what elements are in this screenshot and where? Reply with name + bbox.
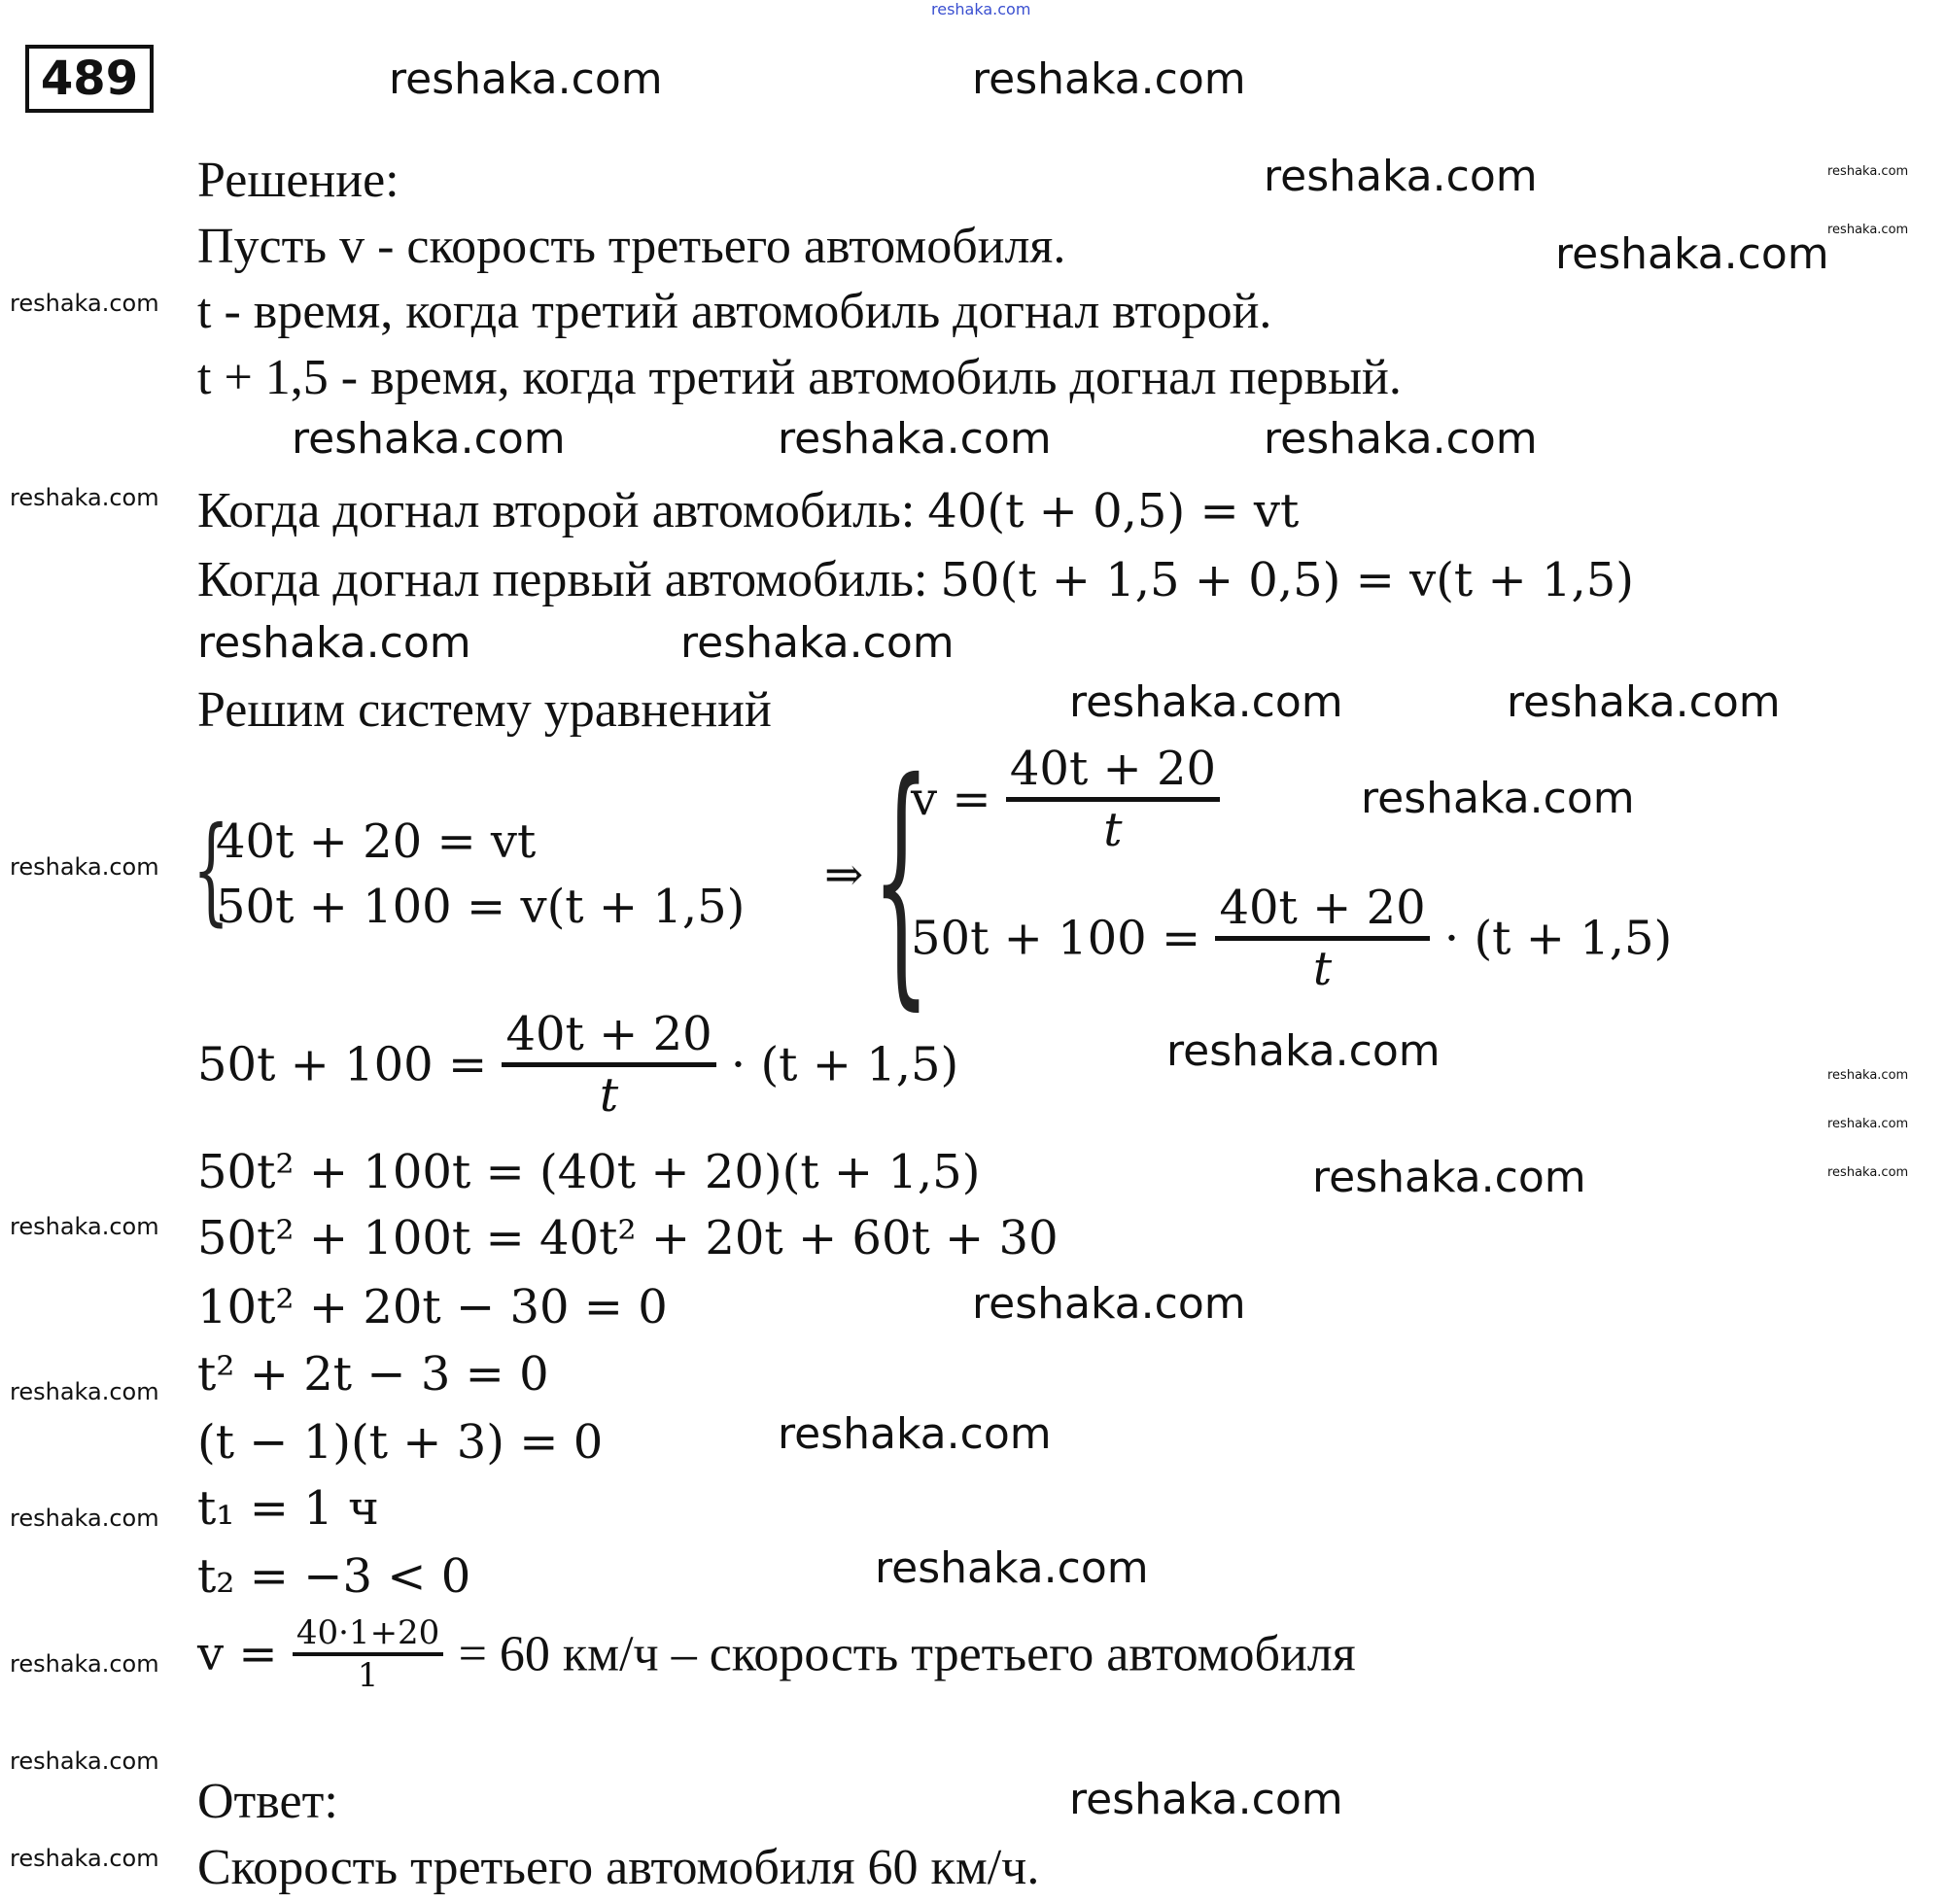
solution-label: Решение: — [197, 153, 399, 208]
step-3: 50t² + 100t = 40t² + 20t + 60t + 30 — [197, 1211, 1059, 1265]
fraction — [1006, 741, 1220, 858]
lhs: v = — [911, 772, 991, 827]
watermark: reshaka.com — [1361, 774, 1635, 823]
step-5: t² + 2t − 3 = 0 — [197, 1347, 549, 1402]
watermark: reshaka.com — [1264, 414, 1538, 464]
watermark: reshaka.com — [10, 290, 159, 317]
watermark: reshaka.com — [972, 54, 1246, 104]
watermark: reshaka.com — [931, 0, 1031, 18]
watermark: reshaka.com — [10, 1845, 159, 1872]
watermark: reshaka.com — [1555, 229, 1829, 279]
step-4: 10t² + 20t − 30 = 0 — [197, 1280, 668, 1334]
step-9 — [197, 1613, 1356, 1695]
step-7: t₁ = 1 ч — [197, 1481, 379, 1536]
watermark: reshaka.com — [1827, 223, 1909, 237]
equation-label: Когда догнал первый автомобиль: — [197, 552, 941, 607]
solve-system-label: Решим систему уравнений — [197, 682, 772, 738]
watermark: reshaka.com — [1166, 1026, 1441, 1076]
step-2: 50t² + 100t = (40t + 20)(t + 1,5) — [197, 1145, 981, 1199]
system-right-eq1 — [911, 741, 1220, 858]
watermark: reshaka.com — [875, 1543, 1149, 1593]
watermark: reshaka.com — [1827, 164, 1909, 179]
watermark: reshaka.com — [10, 853, 159, 881]
equation: 50(t + 1,5 + 0,5) = v(t + 1,5) — [940, 553, 1635, 607]
numerator: 40t + 20 — [1219, 881, 1426, 935]
watermark: reshaka.com — [778, 414, 1052, 464]
lhs: 50t + 100 = — [197, 1037, 488, 1092]
equation-first-car — [197, 551, 1634, 609]
rhs: · (t + 1,5) — [730, 1037, 959, 1092]
rhs: · (t + 1,5) — [1443, 911, 1673, 966]
lhs: v = — [197, 1627, 278, 1681]
watermark: reshaka.com — [1264, 152, 1538, 201]
system-right-eq2 — [911, 880, 1672, 997]
definition-t: t - время, когда третий автомобиль догнал второй. — [197, 284, 1272, 339]
fraction — [293, 1613, 443, 1695]
system-left-eq2: 50t + 100 = v(t + 1,5) — [216, 880, 746, 934]
watermark: reshaka.com — [1312, 1153, 1586, 1202]
watermark: reshaka.com — [10, 1378, 159, 1405]
watermark: reshaka.com — [1827, 1165, 1909, 1180]
watermark: reshaka.com — [292, 414, 566, 464]
watermark: reshaka.com — [1069, 677, 1343, 727]
watermark: reshaka.com — [10, 1650, 159, 1678]
watermark: reshaka.com — [1827, 1068, 1909, 1083]
definition-v: Пусть v - скорость третьего автомобиля. — [197, 219, 1066, 274]
answer-text: Скорость третьего автомобиля 60 км/ч. — [197, 1840, 1040, 1895]
problem-number: 489 — [25, 45, 154, 113]
denominator: 1 — [357, 1656, 379, 1695]
watermark: reshaka.com — [10, 1213, 159, 1240]
watermark: reshaka.com — [10, 484, 159, 511]
rhs: = 60 км/ч – скорость третьего автомобиля — [458, 1626, 1356, 1682]
equation: 40(t + 0,5) = vt — [927, 484, 1300, 538]
system-left-eq1: 40t + 20 = vt — [216, 814, 537, 869]
watermark: reshaka.com — [972, 1279, 1246, 1329]
numerator: 40t + 20 — [1009, 742, 1217, 796]
denominator: t — [599, 1068, 619, 1123]
equation-second-car — [197, 482, 1299, 540]
numerator: 40t + 20 — [505, 1007, 712, 1061]
left-brace: { — [192, 803, 230, 938]
watermark: reshaka.com — [1827, 1117, 1909, 1131]
watermark: reshaka.com — [778, 1409, 1052, 1459]
step-6: (t − 1)(t + 3) = 0 — [197, 1415, 604, 1470]
watermark: reshaka.com — [10, 1748, 159, 1775]
denominator: t — [1103, 803, 1123, 857]
watermark: reshaka.com — [389, 54, 663, 104]
answer-label: Ответ: — [197, 1774, 338, 1829]
implies-arrow: ⇒ — [824, 848, 864, 902]
denominator: t — [1312, 942, 1333, 996]
watermark: reshaka.com — [1069, 1775, 1343, 1824]
watermark: reshaka.com — [1507, 677, 1781, 727]
fraction — [502, 1006, 715, 1124]
step-1 — [197, 1006, 958, 1124]
right-brace: { — [872, 726, 931, 1032]
watermark: reshaka.com — [197, 618, 471, 668]
watermark: reshaka.com — [10, 1505, 159, 1532]
equation-label: Когда догнал второй автомобиль: — [197, 483, 928, 538]
fraction — [1215, 880, 1429, 997]
lhs: 50t + 100 = — [911, 911, 1201, 966]
numerator: 40·1+20 — [295, 1613, 440, 1652]
step-8: t₂ = −3 < 0 — [197, 1549, 471, 1604]
watermark: reshaka.com — [680, 618, 955, 668]
definition-t-plus: t + 1,5 - время, когда третий автомобиль догнал первый. — [197, 350, 1402, 405]
